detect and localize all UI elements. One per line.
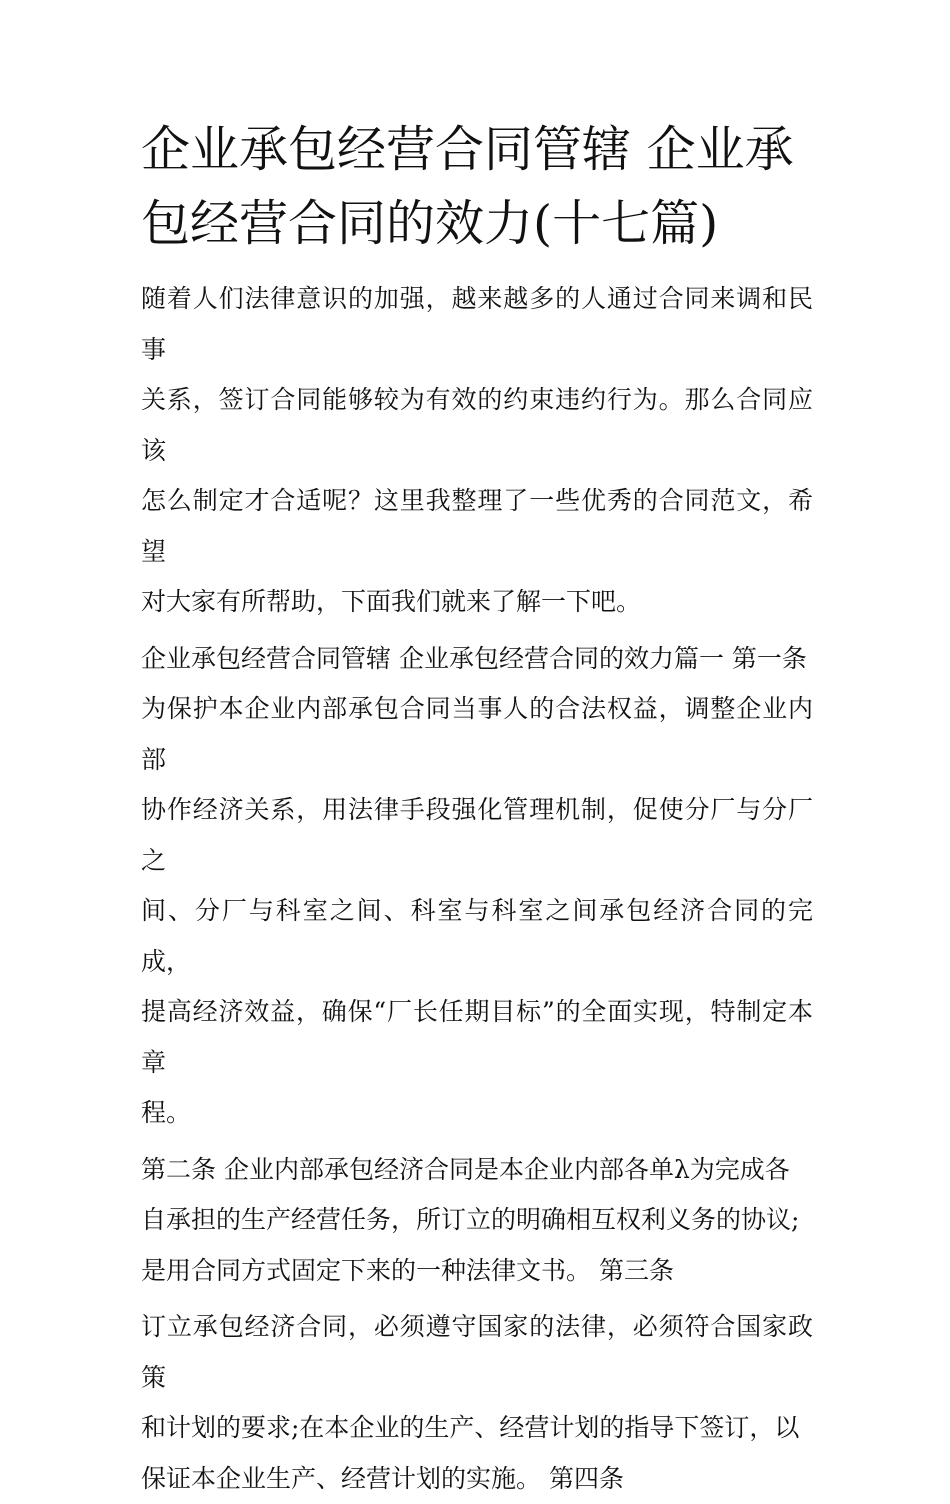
article-one-paragraph bbox=[141, 634, 813, 1139]
text-line: 第二条 企业内部承包经济合同是本企业内部各单λ为完成各 bbox=[141, 1145, 813, 1196]
intro-paragraph bbox=[141, 274, 813, 628]
text-line: 协作经济关系，用法律手段强化管理机制，促使分厂与分厂之 bbox=[141, 785, 813, 886]
document-title bbox=[141, 113, 813, 261]
text-line: 保证本企业生产、经营计划的实施。 第四条 bbox=[141, 1454, 813, 1504]
document-page bbox=[141, 113, 813, 1504]
title-line-1: 企业承包经营合同管辖 企业承 bbox=[141, 113, 813, 187]
text-line: 怎么制定才合适呢？这里我整理了一些优秀的合同范文，希望 bbox=[141, 476, 813, 577]
text-line: 关系，签订合同能够较为有效的约束违约行为。那么合同应该 bbox=[141, 375, 813, 476]
article-two-paragraph bbox=[141, 1145, 813, 1297]
text-line: 为保护本企业内部承包合同当事人的合法权益，调整企业内部 bbox=[141, 684, 813, 785]
text-line: 企业承包经营合同管辖 企业承包经营合同的效力篇一 第一条 bbox=[141, 634, 813, 685]
text-line: 对大家有所帮助，下面我们就来了解一下吧。 bbox=[141, 577, 813, 628]
text-line: 提高经济效益，确保“厂长任期目标”的全面实现，特制定本章 bbox=[141, 987, 813, 1088]
title-line-2: 包经营合同的效力(十七篇) bbox=[141, 187, 813, 261]
text-line: 自承担的生产经营任务，所订立的明确相互权利义务的协议; bbox=[141, 1195, 813, 1246]
text-line: 是用合同方式固定下来的一种法律文书。 第三条 bbox=[141, 1246, 813, 1297]
article-three-paragraph bbox=[141, 1302, 813, 1504]
text-line: 订立承包经济合同，必须遵守国家的法律，必须符合国家政策 bbox=[141, 1302, 813, 1403]
text-line: 程。 bbox=[141, 1088, 813, 1139]
text-line: 间、分厂与科室之间、科室与科室之间承包经济合同的完成， bbox=[141, 886, 813, 987]
text-line: 随着人们法律意识的加强，越来越多的人通过合同来调和民事 bbox=[141, 274, 813, 375]
text-line: 和计划的要求;在本企业的生产、经营计划的指导下签订，以 bbox=[141, 1403, 813, 1454]
